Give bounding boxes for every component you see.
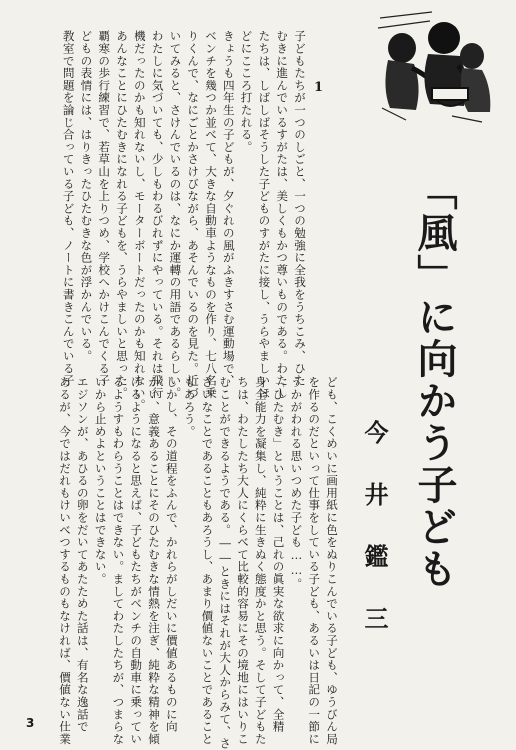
text-line: エジソンが、あひるの卵をだいてあたためた話は、有名な逸話で bbox=[75, 376, 90, 733]
text-line: あんなことにひたむきになれる子どもを、うらやましいと思った。 bbox=[115, 30, 130, 399]
text-line: もあろう。 bbox=[182, 376, 197, 438]
text-line: 身全能力を凝集し、純粋に生きぬく態度かと思う。そして子どもた bbox=[253, 376, 268, 745]
author-name: 今井鑑三 bbox=[360, 420, 389, 668]
text-line: うかがわれる思いつめた子ども……。 bbox=[289, 376, 304, 590]
text-line: りくんで、なにごとかさけびながら、あそんでいるのを見た。近づ bbox=[186, 30, 201, 399]
text-line: ども、こくめいに画用紙に色をぬりこんでいる子ども、ゆうびん局 bbox=[325, 376, 339, 745]
page-number: 3 bbox=[26, 716, 35, 730]
text-line: あるが、今ではだれもけいべつするものもなければ、價値ない仕業 bbox=[58, 376, 73, 745]
text-line: 覇寒の歩行練習で、若草山を上りつめ、学校へかけこんでくる子 bbox=[97, 30, 112, 387]
text-line: ベンチを幾つか並べて、大きな自動車ようなものを作り、七八名乗 bbox=[204, 30, 219, 399]
text-line: るようすもわらうことはできない。ましてわたしたちが、つまらな bbox=[111, 376, 126, 745]
text-line: けるようになると思えば、子どもたちがベンチの自動車に乗ってい bbox=[129, 376, 144, 745]
text-line: わたしに気づいても、少しもわるびれずにやっている。それは飛行 bbox=[150, 30, 165, 399]
text-line: 子どもたちが一つのしごと、一つの勉強に全我をうちこみ、ひた bbox=[293, 30, 307, 387]
text-line: 「ひたむき」ということは、己れの眞実な欲求に向かって、全精 bbox=[271, 376, 286, 733]
text-line: きょうも四年生の子どもが、夕ぐれの風がふきすさむ運動場で、 bbox=[221, 30, 236, 387]
article-title: 「風」に向かう子ども bbox=[411, 170, 458, 590]
children-illustration bbox=[372, 8, 496, 126]
text-line: いから止めよということはできない。 bbox=[93, 376, 108, 586]
text-line: 教室で問題を論じ合っている子ども、ノートに書きこんでいる子 bbox=[61, 30, 76, 387]
section-number: 1 bbox=[314, 80, 324, 95]
text-line: いてみると、さけんでいるのは、なにか運轉の用語であるらしい。 bbox=[168, 30, 183, 399]
text-line: 機だったのかも知れないし、モーターボートだったのかも知れない。 bbox=[132, 30, 147, 412]
text-line: しかし、その道程をふんで、かれらがしだいに價値あるものに向 bbox=[164, 376, 179, 733]
text-line: を作るのだといって仕事をしている子ども、あるいは日記の一節に bbox=[307, 376, 322, 745]
text-line: ちは、わたしたち大人にくらべて比較的容易にその境地にはいりこ bbox=[236, 376, 251, 745]
text-line: どにこころ打たれる。 bbox=[239, 30, 254, 153]
text-line: むことができるようである。――ときにはそれが大人からみて、さ bbox=[218, 376, 233, 750]
body-text-lower bbox=[58, 376, 340, 750]
text-line: かい、意義あることにそのひたむきな情熱を注ぎ、純粋な精神を傾 bbox=[147, 376, 162, 745]
text-line: どもの表情には、はりきったひたむきな色が浮かんでいる。 bbox=[79, 30, 94, 363]
text-line: さいなことであることもあろうし、あまり價値ないことであること bbox=[200, 376, 215, 745]
text-line: むきに進んでいるすがたは、美しくもかつ尊いものである。わたし bbox=[275, 30, 290, 399]
text-line: たちは、しばしばそうした子どものすがたに接し、うらやましいほ bbox=[257, 30, 272, 399]
column-divider bbox=[60, 362, 340, 363]
